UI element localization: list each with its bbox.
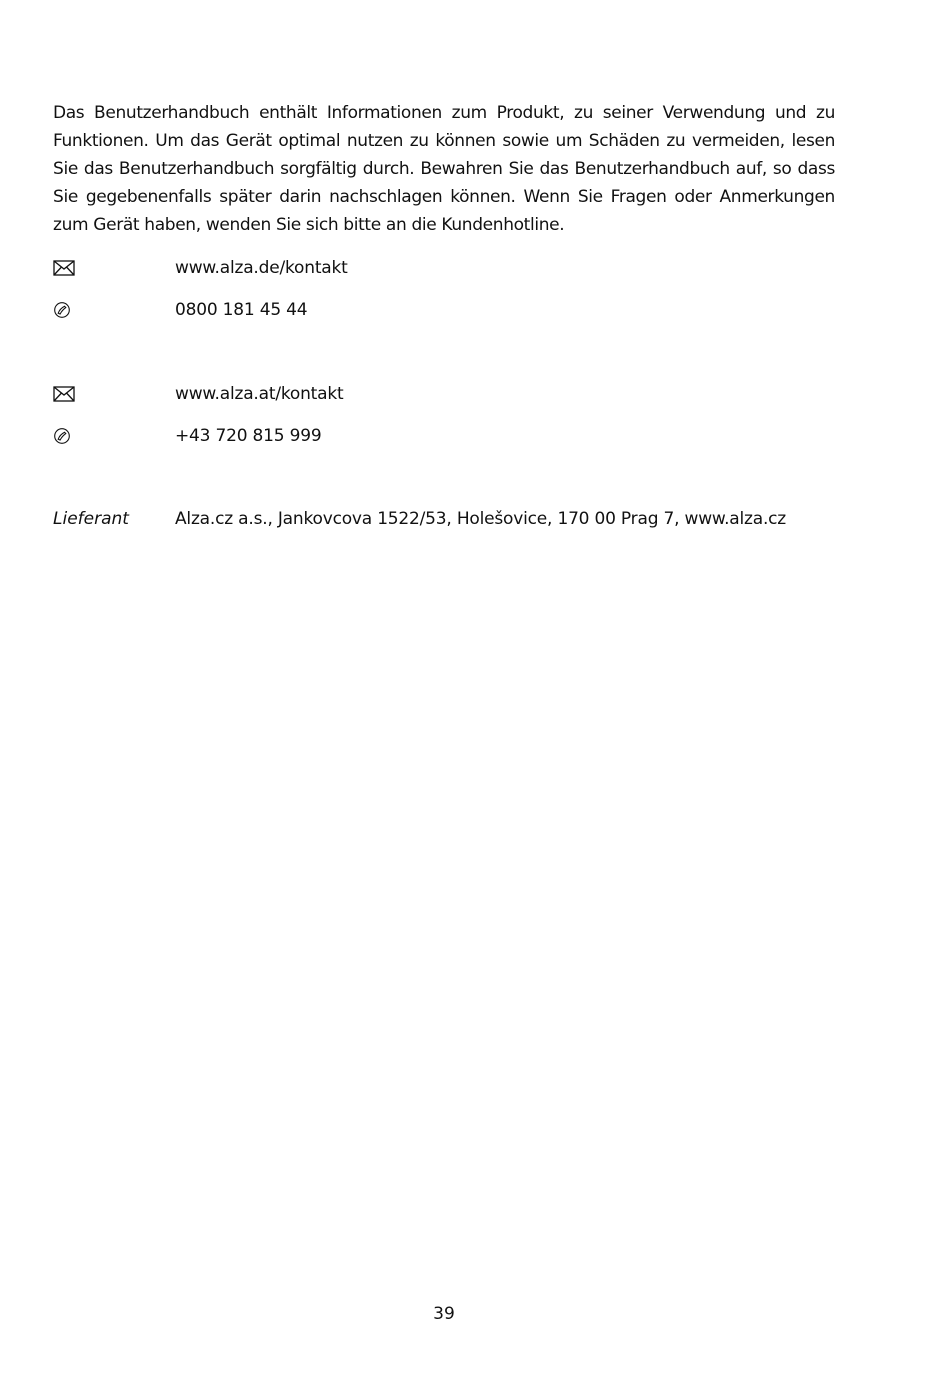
contact-row-email-at — [53, 380, 893, 408]
contact-row-phone-de — [53, 296, 893, 324]
supplier-label: Lieferant — [53, 509, 129, 529]
telephone-icon — [53, 296, 83, 324]
telephone-icon — [53, 422, 83, 450]
phone-number-at[interactable]: +43 720 815 999 — [175, 426, 322, 446]
page-number: 39 — [433, 1304, 455, 1324]
email-link-de[interactable]: www.alza.de/kontakt — [175, 258, 348, 278]
intro-paragraph: Das Benutzerhandbuch enthält Informationen zum Produkt, zu seiner Verwendung und zu Funktionen. Um das Gerät optimal nutzen zu können sowie um Schäden zu vermeiden, lesen Sie das Benutzerhandbuch sorgfältig durch. Bewahren Sie das Benutzerhandbuch auf, so dass Sie gegebenenfalls später darin nachschlagen können. Wenn Sie Fragen oder Anmerkungen zum Gerät haben, wenden Sie sich bitte an die Kundenhotline. — [53, 103, 835, 235]
envelope-icon — [53, 254, 83, 282]
contact-row-email-de — [53, 254, 893, 282]
email-link-at[interactable]: www.alza.at/kontakt — [175, 384, 344, 404]
contact-row-phone-at — [53, 422, 893, 450]
supplier-address: Alza.cz a.s., Jankovcova 1522/53, Holešovice, 170 00 Prag 7, www.alza.cz — [175, 509, 787, 529]
envelope-icon — [53, 380, 83, 408]
supplier-row — [53, 505, 893, 533]
phone-number-de[interactable]: 0800 181 45 44 — [175, 300, 308, 320]
